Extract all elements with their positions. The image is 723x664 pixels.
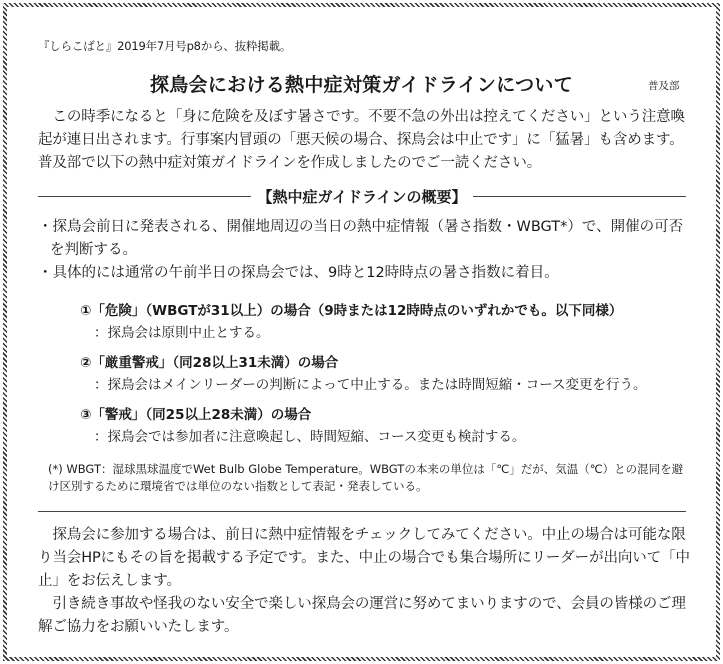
wbgt-footnote: (*) WBGT：湿球黒球温度でWet Bulb Globe Temperature。WBGTの本来の単位は「℃」だが、気温（℃）との混同を避け区別するために環境省では単位のない指数として表記・発表している。: [48, 462, 684, 493]
page-title: 探鳥会における熱中症対策ガイドラインについて: [149, 74, 574, 96]
section-heading-text: 【熱中症ガイドラインの概要】: [257, 188, 467, 206]
closing-paragraph-2: 引き続き事故や怪我のない安全で楽しい探鳥会の運営に努めてまいりますので、会員の皆様のご理解ご協力をお願いいたします。: [38, 596, 686, 635]
section-divider: [38, 511, 686, 512]
level-description: ：探鳥会はメインリーダーの判断によって中止する。または時間短縮・コース変更を行う。: [94, 377, 647, 393]
department-label: 普及部: [648, 80, 680, 92]
level-severe-warning: [80, 352, 680, 396]
level-description: ：探鳥会は原則中止とする。: [94, 325, 270, 341]
level-warning: [80, 404, 680, 448]
level-description: ：探鳥会では参加者に注意喚起し、時間短縮、コース変更も検討する。: [94, 429, 526, 445]
intro-paragraph: この時季になると「身に危険を及ぼす暑さです。不要不急の外出は控えてください」という注意喚起が連日出されます。行事案内冒頭の「悪天候の場合、探鳥会は中止です」に「猛暑」も含めます。普及部で以下の熱中症対策ガイドラインを作成しましたのでご一読ください。: [38, 109, 685, 171]
level-heading: ①「危険」（WBGTが31以上）の場合（9時または12時時点のいずれかでも。以下同様）: [80, 303, 623, 319]
alert-levels: [80, 300, 680, 456]
source-note: 『しらこばと』2019年7月号p8から、抜粋掲載。: [38, 39, 292, 53]
bullet-item: ・具体的には通常の午前半日の探鳥会では、9時と12時時点の暑さ指数に着目。: [38, 265, 559, 281]
section-rule-right: [473, 196, 686, 197]
level-danger: [80, 300, 680, 344]
closing-paragraph-1: 探鳥会に参加する場合は、前日に熱中症情報をチェックしてみてください。中止の場合は可能な限り当会HPにもその旨を掲載する予定です。また、中止の場合でも集合場所にリーダーが出向いて「中止」をお伝えします。: [38, 527, 690, 589]
section-rule-left: [38, 196, 251, 197]
bullet-item: ・探鳥会前日に発表される、開催地周辺の当日の熱中症情報（暑さ指数・WBGT*）で、開催の可否を判断する。: [38, 219, 684, 258]
level-heading: ③「警戒」（同25以上28未満）の場合: [80, 407, 312, 423]
section-heading: [38, 186, 686, 207]
guideline-bullets: [38, 216, 690, 285]
level-heading: ②「厳重警戒」（同28以上31未満）の場合: [80, 355, 339, 371]
